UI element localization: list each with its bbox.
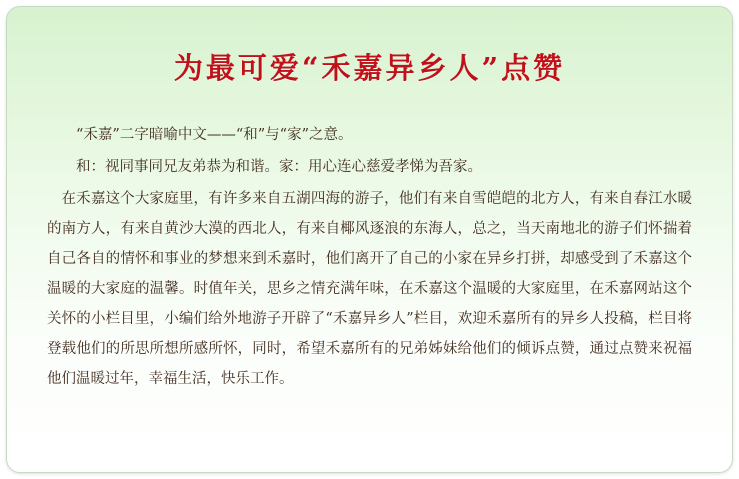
document-body xyxy=(47,120,692,394)
paragraph: “禾嘉”二字暗喻中文——“和”与“家”之意。 xyxy=(76,126,353,143)
paragraph: 在禾嘉这个大家庭里，有许多来自五湖四海的游子，他们有来自雪皑皑的北方人，有来自春江水暖的南方人，有来自黄沙大漠的西北人，有来自椰风逐浪的东海人，总之，当天南地北的游子们怀揣着自己各自的情怀和事业的梦想来到禾嘉时，他们离开了自己的小家在异乡打拼，却感受到了禾嘉这个温暖的大家庭的温馨。时值年关，思乡之情充满年味，在禾嘉这个温暖的大家庭里，在禾嘉网站这个关怀的小栏目里，小编们给外地游子开辟了“禾嘉异乡人”栏目，欢迎禾嘉所有的异乡人投稿，栏目将登载他们的所思所想所感所怀，同时，希望禾嘉所有的兄弟姊妹给他们的倾诉点赞，通过点赞来祝福他们温暖过年，幸福生活，快乐工作。 xyxy=(47,190,692,387)
page-title: 为最可爱“禾嘉异乡人”点赞 xyxy=(173,51,566,85)
document-page xyxy=(6,6,733,473)
paragraph: 和：视同事同兄友弟恭为和谐。家：用心连心慈爱孝悌为吾家。 xyxy=(76,158,482,175)
document-content-area xyxy=(7,7,732,472)
